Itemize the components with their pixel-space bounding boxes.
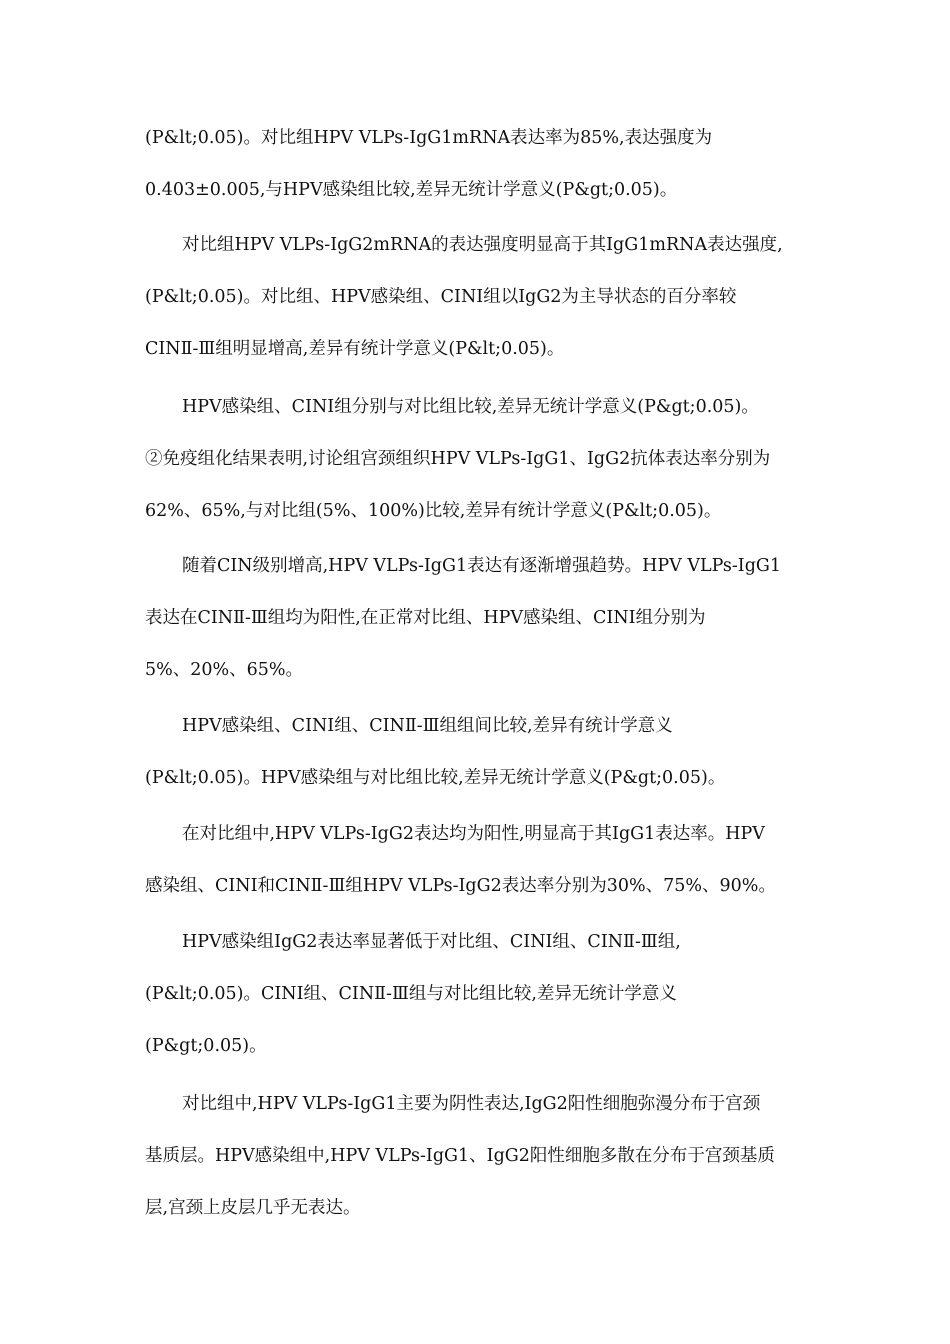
paragraph-line: 在对比组中,HPV VLPs-IgG2表达均为阳性,明显高于其IgG1表达率。HPV <box>182 824 765 844</box>
paragraph-line: 随着CIN级别增高,HPV VLPs-IgG1表达有逐渐增强趋势。HPV VLPs-IgG1 <box>182 556 782 576</box>
paragraph-line: 5%、20%、65%。 <box>145 660 304 680</box>
paragraph-line: HPV感染组、CINⅠ组、CINⅡ-Ⅲ组组间比较,差异有统计学意义 <box>182 716 673 736</box>
paragraph-line: (P&lt;0.05)。对比组、HPV感染组、CINⅠ组以IgG2为主导状态的百分率较 <box>145 287 737 307</box>
paragraph-line: 表达在CINⅡ-Ⅲ组均为阳性,在正常对比组、HPV感染组、CINⅠ组分别为 <box>145 608 706 628</box>
paragraph-line: (P&lt;0.05)。CINⅠ组、CINⅡ-Ⅲ组与对比组比较,差异无统计学意义 <box>145 984 677 1004</box>
paragraph-line: CINⅡ-Ⅲ组明显增高,差异有统计学意义(P&lt;0.05)。 <box>145 339 565 359</box>
paragraph-4 <box>145 540 810 696</box>
paragraph-line: HPV感染组IgG2表达率显著低于对比组、CINⅠ组、CINⅡ-Ⅲ组, <box>182 932 681 952</box>
paragraph-1 <box>145 112 810 216</box>
paragraph-line: (P&lt;0.05)。对比组HPV VLPs-IgG1mRNA表达率为85%,表达强度为 <box>145 128 713 148</box>
paragraph-line: HPV感染组、CINⅠ组分别与对比组比较,差异无统计学意义(P&gt;0.05)。 <box>182 397 759 417</box>
paragraph-line: 对比组中,HPV VLPs-IgG1主要为阴性表达,IgG2阳性细胞弥漫分布于宫颈 <box>182 1094 761 1114</box>
paragraph-line: 62%、65%,与对比组(5%、100%)比较,差异有统计学意义(P&lt;0.05)。 <box>145 501 722 521</box>
paragraph-line: (P&lt;0.05)。HPV感染组与对比组比较,差异无统计学意义(P&gt;0.05)。 <box>145 768 726 788</box>
paragraph-line: (P&gt;0.05)。 <box>145 1036 267 1056</box>
paragraph-line: ②免疫组化结果表明,讨论组宫颈组织HPV VLPs-IgG1、IgG2抗体表达率分别为 <box>145 449 771 469</box>
paragraph-line: 基质层。HPV感染组中,HPV VLPs-IgG1、IgG2阳性细胞多散在分布于宫颈基质 <box>145 1146 775 1166</box>
paragraph-2 <box>145 219 810 375</box>
paragraph-7 <box>145 916 810 1072</box>
paragraph-line: 层,宫颈上皮层几乎无表达。 <box>145 1198 361 1218</box>
paragraph-5 <box>145 700 810 804</box>
paragraph-8 <box>145 1078 810 1234</box>
paragraph-line: 对比组HPV VLPs-IgG2mRNA的表达强度明显高于其IgG1mRNA表达强度, <box>182 235 783 255</box>
paragraph-line: 0.403±0.005,与HPV感染组比较,差异无统计学意义(P&gt;0.05)。 <box>145 180 678 200</box>
paragraph-6 <box>145 808 810 912</box>
paragraph-line: 感染组、CINⅠ和CINⅡ-Ⅲ组HPV VLPs-IgG2表达率分别为30%、75%、90%。 <box>145 876 776 896</box>
paragraph-3 <box>145 381 810 537</box>
